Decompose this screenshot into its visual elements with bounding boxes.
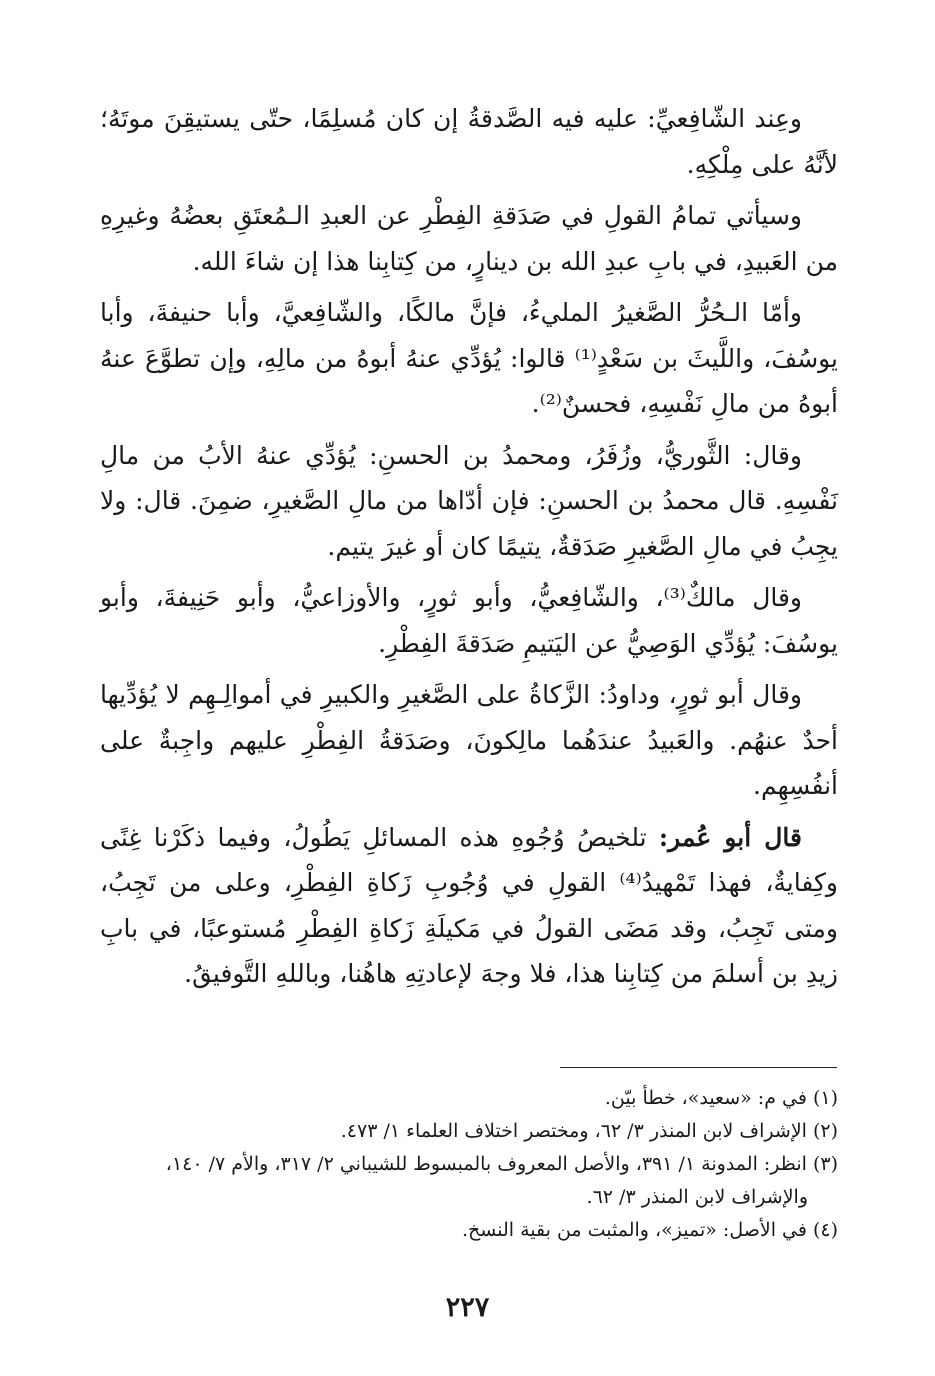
footnote-3-text: انظر: المدونة ١/ ٣٩١، والأصل المعروف بالمبسوط للشيباني ٢/ ٣١٧، والأم ٧/ ١٤٠، <box>165 1153 807 1175</box>
footnote-2-text: الإشراف لابن المنذر ٣/ ٦٢، ومختصر اختلاف العلماء ١/ ٤٧٣. <box>340 1120 807 1142</box>
paragraph-6: وقال أبو ثورٍ، وداودُ: الزَّكاةُ على الصَّغيرِ والكبيرِ في أموالِـهِم لا يُؤدِّيها أحدٌ عنهُم. والعَبيدُ عندَهُما مالِكونَ، وصَدَقةُ الفِطْرِ عليهم واجِبةٌ على أنفُسِهِم. <box>100 680 838 800</box>
paragraph-7-lead: قال أبو عُمر: <box>658 822 803 852</box>
footnote-1-marker: (١) <box>812 1087 838 1109</box>
paragraph-3: وأمّا الـحُرُّ الصَّغيرُ المليءُ، فإنَّ مالكًا، والشّافِعيَّ، وأبا حنيفةَ، وأبا يوسُفَ، واللَّيثَ بن سَعْدٍ⁽¹⁾ قالوا: يُؤدِّي عنهُ أبوهُ من مالِهِ، وإن تطوَّعَ عنهُ أبوهُ من مالِ نَفْسِهِ، فحسنٌ⁽²⁾. <box>100 298 839 418</box>
footnote-2 <box>100 1116 838 1147</box>
footnote-3-marker: (٣) <box>812 1153 838 1175</box>
paragraph-2: وسيأتي تمامُ القولِ في صَدَقةِ الفِطْرِ عن العبدِ الـمُعتَقِ بعضُهُ وغيرِهِ من العَبيدِ، في بابِ عبدِ الله بن دينارٍ، من كِتابِنا هذا إن شاءَ الله. <box>100 201 838 276</box>
paragraph-5: وقال مالكٌ⁽³⁾، والشّافِعيُّ، وأبو ثورٍ، والأوزاعيُّ، وأبو حَنِيفةَ، وأبو يوسُفَ: يُؤدِّي الوَصِيُّ عن اليَتيمِ صَدَقةَ الفِطْرِ. <box>100 583 838 658</box>
paragraph-7 <box>100 815 838 997</box>
footnote-4-text: في الأصل: «تميز»، والمثبت من بقية النسخ. <box>462 1219 807 1241</box>
paragraph-4: وقال: الثَّوريُّ، وزُفَرُ، ومحمدُ بن الحسنِ: يُؤدِّي عنهُ الأبُ من مالِ نَفْسِهِ. قال محمدُ بن الحسنِ: فإن أدّاها من مالِ الصَّغيرِ، ضمِنَ. قال: ولا يجِبُ في مالِ الصَّغيرِ صَدَقةٌ، يتيمًا كان أو غيرَ يتيم. <box>100 440 838 561</box>
footnote-1-text: في م: «سعيد»، خطأ بيّن. <box>604 1087 807 1109</box>
footnotes <box>100 1083 838 1248</box>
footnote-1 <box>100 1083 838 1114</box>
footnote-4 <box>100 1215 838 1246</box>
main-text <box>100 96 838 1003</box>
footnote-4-marker: (٤) <box>812 1219 838 1241</box>
footnote-3-continued: والإشراف لابن المنذر ٣/ ٦٢. <box>586 1186 808 1208</box>
footnote-2-marker: (٢) <box>812 1120 838 1142</box>
footnote-3 <box>100 1149 838 1180</box>
paragraph-7-text: تلخيصُ وُجُوهِ هذه المسائلِ يَطُولُ، وفيما ذكَرْنا غِنًى وكِفايةٌ، فهذا تَمْهيدُ⁽⁴⁾ القولِ في وُجُوبِ زَكاةِ الفِطْرِ، وعلى من تَجِبُ، ومتى تَجِبُ، وقد مَضَى القولُ في مَكيلَةِ زَكاةِ الفِطْرِ مُستوعبًا، في بابِ زيدِ بن أسلمَ من كِتابِنا هذا، فلا وجهَ لإعادتِهِ هاهُنا، وباللهِ التَّوفيقُ. <box>100 822 838 988</box>
paragraph-1: وعِند الشّافِعيِّ: عليه فيه الصَّدقةُ إن كان مُسلِمًا، حتّى يستيقِنَ موتَهُ؛ لأنَّهُ على مِلْكِهِ. <box>100 104 838 179</box>
page-number: ٢٢٧ <box>445 1292 490 1323</box>
footnote-divider <box>560 1067 837 1068</box>
